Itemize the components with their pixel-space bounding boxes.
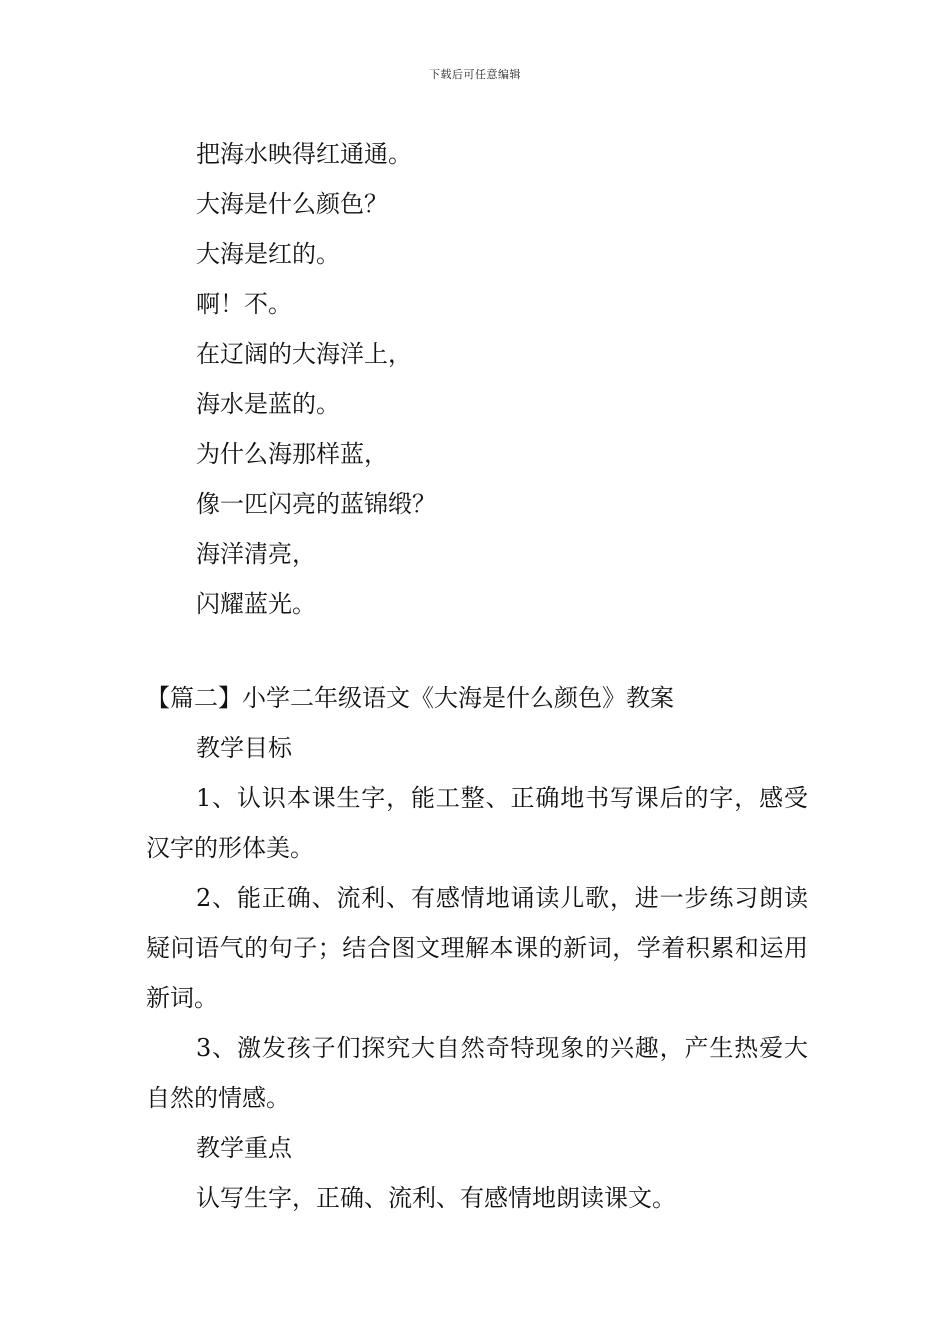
poem-line: 为什么海那样蓝，: [196, 440, 388, 468]
poem-line: 大海是红的。: [196, 240, 340, 268]
subheading-teaching-focus: 教学重点: [196, 1134, 292, 1162]
lesson-plan-section: [146, 673, 808, 1223]
poem-line: 海水是蓝的。: [196, 390, 340, 418]
poem-line: 把海水映得红通通。: [196, 140, 412, 168]
poem-line: 在辽阔的大海洋上，: [196, 340, 412, 368]
focus-paragraph: 认写生字，正确、流利、有感情地朗读课文。: [196, 1184, 676, 1212]
goal-paragraph: 3、激发孩子们探究大自然奇特现象的兴趣，产生热爱大自然的情感。: [146, 1034, 808, 1112]
poem-line: 啊！不。: [196, 290, 292, 318]
poem-line: 海洋清亮，: [196, 540, 316, 568]
poem-line: 像一匹闪亮的蓝锦缎？: [196, 490, 436, 518]
goal-paragraph: 1、认识本课生字，能工整、正确地书写课后的字，感受汉字的形体美。: [146, 784, 808, 862]
poem-line: 大海是什么颜色？: [196, 190, 388, 218]
poem-block: [196, 129, 836, 629]
page-header: 下载后可任意编辑: [429, 68, 521, 81]
poem-line: 闪耀蓝光。: [196, 590, 316, 618]
goal-paragraph: 2、能正确、流利、有感情地诵读儿歌，进一步练习朗读疑问语气的句子；结合图文理解本课的新词，学着积累和运用新词。: [146, 884, 808, 1012]
subheading-teaching-goals: 教学目标: [196, 734, 292, 762]
section-heading: 【篇二】小学二年级语文《大海是什么颜色》教案: [146, 684, 674, 712]
